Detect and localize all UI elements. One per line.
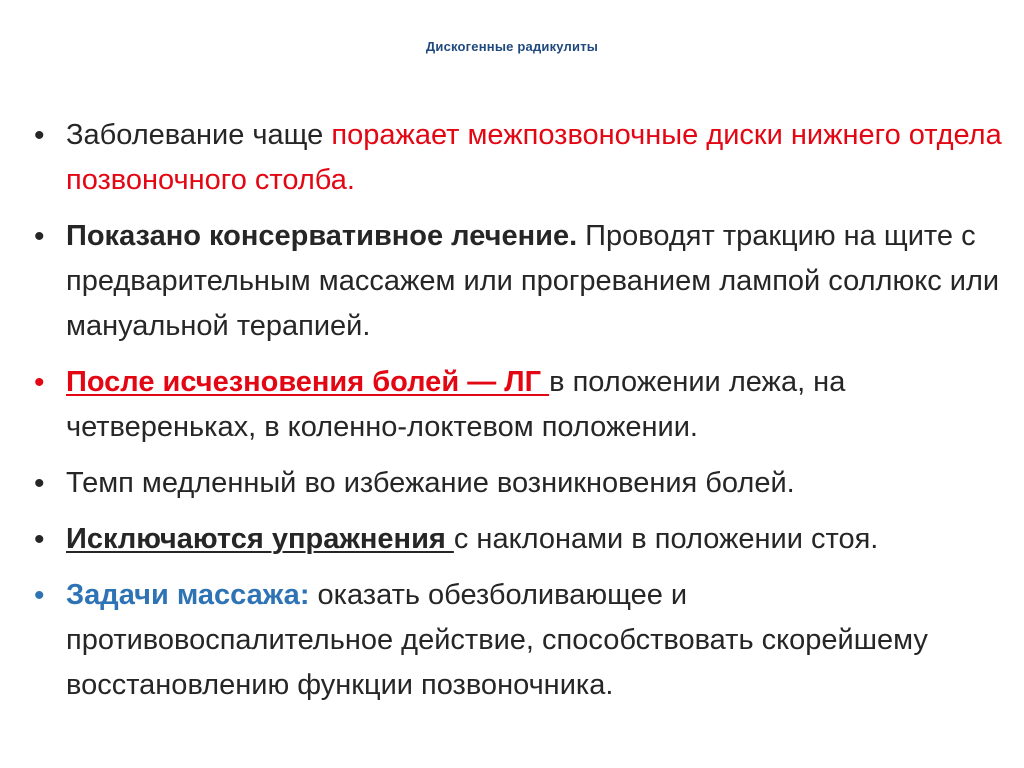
bullet-dot-icon: • [34, 579, 45, 612]
bullet-item-excluded [30, 517, 1005, 562]
bullet-text-bold-blue: Задачи массажа: [66, 579, 310, 611]
bullet-item-massage-tasks [30, 573, 1005, 708]
bullet-dot-icon: • [34, 523, 45, 556]
bullet-text-normal: оказать обезболивающее и противовоспалительное действие, способствовать скорейшему восстановлению функции позвоночника. [66, 579, 928, 701]
bullet-text-normal: в положении лежа, на четвереньках, в коленно-локтевом положении. [66, 366, 846, 443]
bullet-dot-icon: • [34, 220, 45, 253]
bullet-item-treatment [30, 214, 1005, 349]
bullet-list [30, 113, 1005, 719]
bullet-text-highlight-red: поражает межпозвоночные диски нижнего отдела позвоночного столба. [66, 119, 1002, 196]
slide-title: Дискогенные радикулиты [425, 39, 599, 54]
bullet-text-normal: Заболевание чаще [66, 119, 332, 151]
bullet-text-bold-underline: Исключаются упражнения [66, 523, 454, 555]
bullet-item-disease [30, 113, 1005, 203]
bullet-text-normal: Проводят тракцию на щите с предварительным массажем или прогреванием лампой соллюкс или мануальной терапией. [66, 220, 1000, 342]
bullet-text-bold: Показано консервативное лечение. [66, 220, 578, 252]
bullet-text-normal: Темп медленный во избежание возникновения болей. [66, 467, 795, 499]
bullet-text-bold-red-underline: После исчезновения болей — ЛГ [66, 366, 550, 398]
bullet-dot-icon: • [34, 467, 45, 500]
bullet-item-tempo [30, 461, 1005, 506]
bullet-text-normal: с наклонами в положении стоя. [453, 523, 879, 555]
bullet-dot-icon: • [34, 119, 45, 152]
bullet-dot-icon: • [34, 366, 45, 399]
bullet-item-after-pain [30, 360, 1005, 450]
